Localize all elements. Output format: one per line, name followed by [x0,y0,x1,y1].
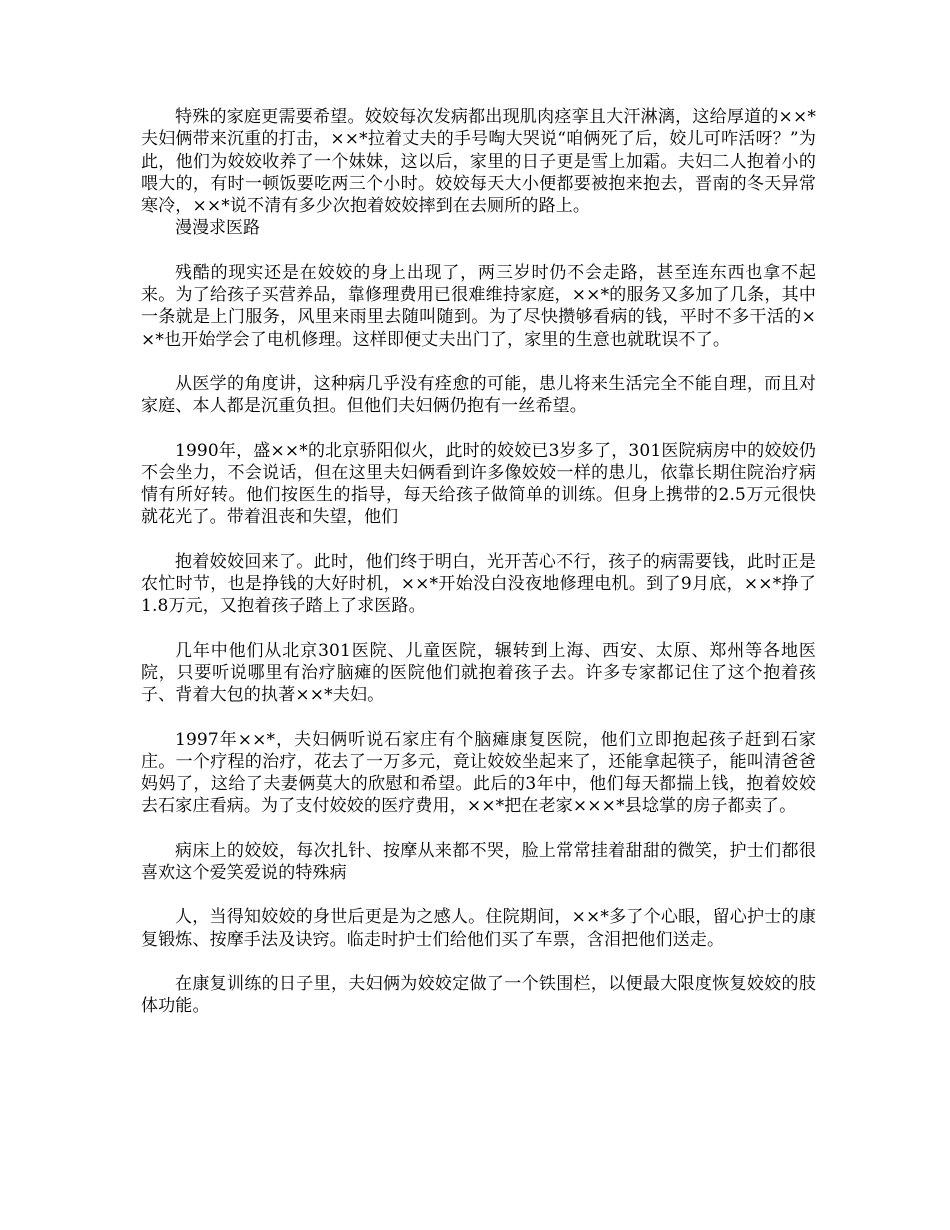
paragraph-medical-view: 从医学的角度讲，这种病几乎没有痊愈的可能，患儿将来生活完全不能自理，而且对家庭、本人都是沉重负担。但他们夫妇俩仍抱有一丝希望。 [141,373,816,417]
paragraph-return-home: 抱着姣姣回来了。此时，他们终于明白，光开苦心不行，孩子的病需要钱，此时正是农忙时节，也是挣钱的大好时机，××*开始没白没夜地修理电机。到了9月底，××*挣了1.8万元，又抱着孩子踏上了求医路。 [141,551,816,617]
paragraph-family-hope: 特殊的家庭更需要希望。姣姣每次发病都出现肌肉痉挛且大汗淋漓，这给厚道的××*夫妇俩带来沉重的打击，××*拉着丈夫的手号啕大哭说“咱俩死了后，姣儿可咋活呀？”为此，他们为姣姣收养了一个妹妹，这以后，家里的日子更是雪上加霜。夫妇二人抱着小的喂大的，有时一顿饭要吃两三个小时。姣姣每天大小便都要被抱来抱去，晋南的冬天异常寒冷，××*说不清有多少次抱着姣姣摔到在去厕所的路上。 [141,107,816,217]
paragraph-hospital-bed: 病床上的姣姣，每次扎针、按摩从来都不哭，脸上常常挂着甜甜的微笑，护士们都很喜欢这个爱笑爱说的特殊病 [141,840,816,884]
paragraph-shijiazhuang-1997: 1997年××*，夫妇俩听说石家庄有个脑瘫康复医院，他们立即抱起孩子赶到石家庄。一个疗程的治疗，花去了一万多元，竟让姣姣坐起来了，还能拿起筷子，能叫清爸爸妈妈了，这给了夫妻俩莫大的欣慰和希望。此后的3年中，他们每天都揣上钱，抱着姣姣去石家庄看病。为了支付姣姣的医疗费用，××*把在老家×××*县埝掌的房子都卖了。 [141,729,816,817]
section-heading: 漫漫求医路 [175,218,260,239]
document-page [141,106,816,1018]
paragraph-hospitals: 几年中他们从北京301医院、儿童医院，辗转到上海、西安、太原、郑州等各地医院，只要听说哪里有治疗脑瘫的医院他们就抱着孩子去。许多专家都记住了这个抱着孩子、背着大包的执著××*夫妇。 [141,640,816,706]
paragraph-harsh-reality: 残酷的现实还是在姣姣的身上出现了，两三岁时仍不会走路，甚至连东西也拿不起来。为了给孩子买营养品，靠修理费用已很难维持家庭，××*的服务又多加了几条，其中一条就是上门服务，风里来雨里去随叫随到。为了尽快攒够看病的钱，平时不多干活的××*也开始学会了电机修理。这样即便丈夫出门了，家里的生意也就耽误不了。 [141,262,816,350]
paragraph-beijing-1990: 1990年，盛××*的北京骄阳似火，此时的姣姣已3岁多了，301医院病房中的姣姣仍不会坐力，不会说话，但在这里夫妇俩看到许多像姣姣一样的患儿，依靠长期住院治疗病情有所好转。他们按医生的指导，每天给孩子做简单的训练。但身上携带的2.5万元很快就花光了。带着沮丧和失望，他们 [141,440,816,528]
paragraph-rehab-training: 在康复训练的日子里，夫妇俩为姣姣定做了一个铁围栏，以便最大限度恢复姣姣的肢体功能。 [141,973,816,1017]
paragraph-nurses: 人，当得知姣姣的身世后更是为之感人。住院期间，××*多了个心眼，留心护士的康复锻炼、按摩手法及诀窍。临走时护士们给他们买了车票，含泪把他们送走。 [141,907,816,950]
